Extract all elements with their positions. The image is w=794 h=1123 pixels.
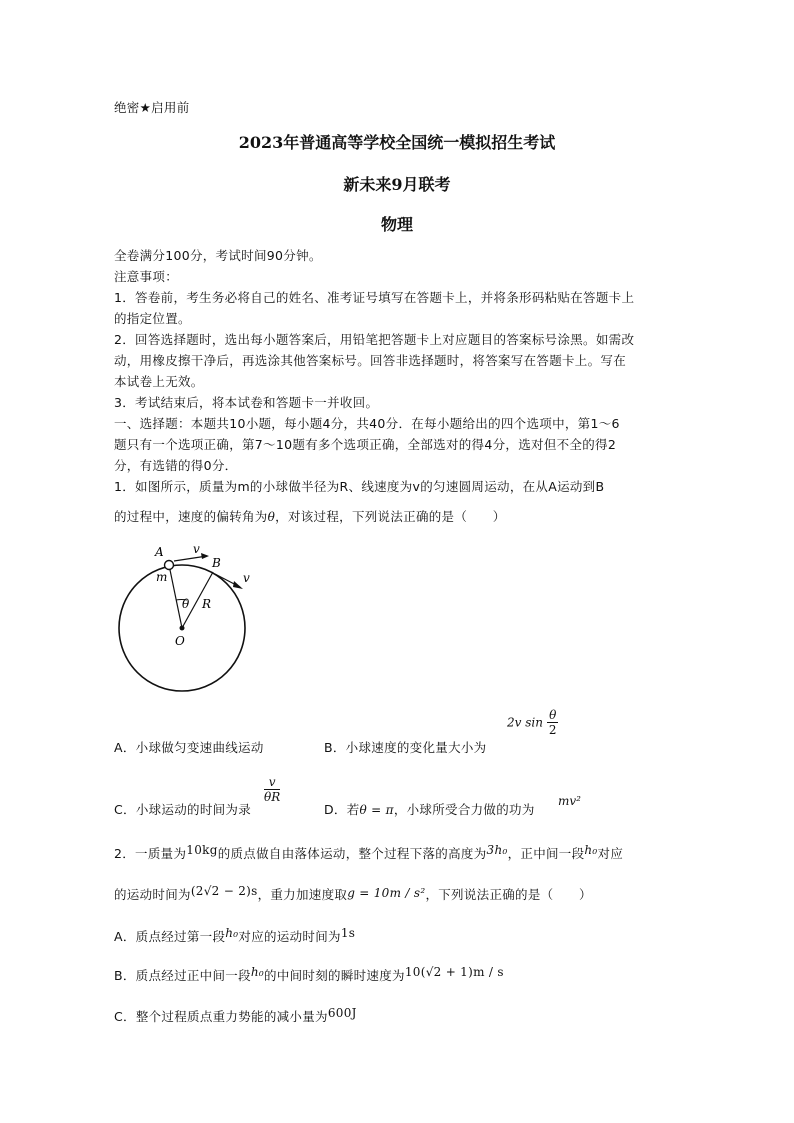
q2-option-a: [114, 926, 355, 945]
q2-option-b-pre: B．质点经过正中间一段: [114, 968, 251, 983]
q2-option-a-pre: A．质点经过第一段: [114, 929, 226, 944]
label-v2: v: [243, 571, 250, 585]
q1-option-d-condition: θ = π: [359, 803, 394, 817]
q2-option-a-h0: h₀: [225, 926, 239, 940]
q2-option-c: [114, 1006, 357, 1025]
label-O: O: [175, 634, 185, 648]
exam-subtitle: 新未来9月联考: [343, 175, 451, 194]
q2-option-a-value: 1s: [340, 926, 356, 940]
q1-option-d-answer: mv²: [558, 794, 581, 808]
radius-OA: [169, 565, 182, 628]
notice-item-3: 3．考试结束后，将本试卷和答题卡一并收回。: [114, 395, 379, 410]
q1-option-d: [324, 800, 535, 818]
q2-option-b-mid: 的中间时刻的瞬时速度为: [264, 968, 405, 983]
velocity-arrowhead-B: [233, 581, 243, 589]
center-O: [180, 626, 185, 631]
q2-gravity: g = 10m / s²: [347, 886, 426, 900]
q1-stem-a: 1．如图所示，质量为m的小球做半径为R、线速度为v的匀速圆周运动，在从A运动到B: [114, 479, 605, 494]
q1-option-d-pre: D．若: [324, 802, 360, 817]
label-theta: θ: [182, 597, 190, 611]
notice-item-2c: 本试卷上无效。: [114, 374, 204, 389]
label-m: m: [156, 570, 168, 584]
notice-item-2a: 2．回答选择题时，选出每小题答案后，用铅笔把答题卡上对应题目的答案标号涂黑。如需改: [114, 332, 635, 347]
q1-option-b-math: 2v sin: [507, 715, 543, 730]
q2-option-a-mid: 对应的运动时间为: [238, 929, 341, 944]
section-heading-c: 分，有选错的得0分．: [114, 458, 238, 473]
q2-option-c-value: 600J: [327, 1006, 357, 1020]
q2-option-c-pre: C．整个过程质点重力势能的减小量为: [114, 1009, 328, 1024]
q2-l1-pre: 2．一质量为: [114, 846, 187, 861]
q2-stem-line1: [114, 843, 623, 862]
section-heading-a: 一、选择题：本题共10小题，每小题4分，共40分．在每小题给出的四个选项中，第1～6: [114, 416, 620, 431]
q2-l2-pre: 的运动时间为: [114, 887, 191, 902]
q1-stem-b-post: ，对该过程，下列说法正确的是（ ）: [275, 509, 506, 524]
q1-option-c-numerator: v: [264, 775, 280, 790]
q1-option-c-denominator: θR: [264, 790, 281, 804]
q2-time: (2√2 − 2)s: [190, 884, 258, 898]
q1-theta-symbol: θ: [267, 510, 276, 524]
q1-option-b-formula: [507, 708, 558, 737]
q2-l2-mid: ，重力加速度取: [257, 887, 348, 902]
label-B: B: [212, 556, 221, 570]
label-R: R: [202, 597, 212, 611]
q1-option-b-denominator: 2: [548, 723, 557, 737]
q2-l1-post: 对应: [597, 846, 624, 861]
q2-stem-line2: [114, 884, 592, 903]
q1-option-b-text: B．小球速度的变化量大小为: [324, 740, 487, 755]
q1-option-c-fraction: [264, 775, 280, 804]
q2-option-b: [114, 965, 504, 984]
q1-stem-b-pre: 的过程中，速度的偏转角为: [114, 509, 268, 524]
q2-l1-mid2: ，正中间一段: [507, 846, 585, 861]
score-line: 全卷满分100分，考试时间90分钟。: [114, 248, 322, 263]
notice-item-1b: 的指定位置。: [114, 311, 191, 326]
q1-option-b-fraction: [547, 708, 558, 737]
label-v1: v: [193, 542, 200, 556]
q2-l1-mid: 的质点做自由落体运动，整个过程下落的高度为: [217, 846, 487, 861]
label-A: A: [155, 545, 164, 559]
confidential-mark: 绝密★启用前: [114, 100, 190, 115]
q2-l2-post: ，下列说法正确的是（ ）: [425, 887, 592, 902]
notice-item-1a: 1．答卷前，考生务必将自己的姓名、准考证号填写在答题卡上，并将条形码粘贴在答题卡上: [114, 290, 635, 305]
q2-mass: 10kg: [186, 843, 218, 857]
q2-h0: h₀: [584, 843, 598, 857]
notice-heading: 注意事项：: [114, 269, 179, 284]
q2-height: 3h₀: [486, 843, 508, 857]
q1-option-c-text: C．小球运动的时间为录: [114, 802, 252, 817]
q2-option-b-h0: h₀: [250, 965, 265, 979]
q1-option-a: A．小球做匀变速曲线运动: [114, 740, 264, 755]
circular-motion-figure: [112, 538, 262, 704]
notice-item-2b: 动，用橡皮擦干净后，再选涂其他答案标号。回答非选择题时，将答案写在答题卡上。写在: [114, 353, 627, 368]
q1-stem-b: [114, 507, 506, 525]
ball-A: [165, 561, 174, 570]
q1-option-d-post: ，小球所受合力做的功为: [393, 802, 535, 817]
q2-option-b-value: 10(√2 + 1)m / s: [404, 965, 504, 979]
subject-title: 物理: [380, 215, 413, 234]
exam-title: 2023年普通高等学校全国统一模拟招生考试: [238, 133, 556, 152]
section-heading-b: 题只有一个选项正确，第7～10题有多个选项正确，全部选对的得4分，选对但不全的得2: [114, 437, 617, 452]
velocity-arrowhead-A: [201, 553, 209, 559]
q1-option-b-numerator: θ: [549, 708, 557, 722]
